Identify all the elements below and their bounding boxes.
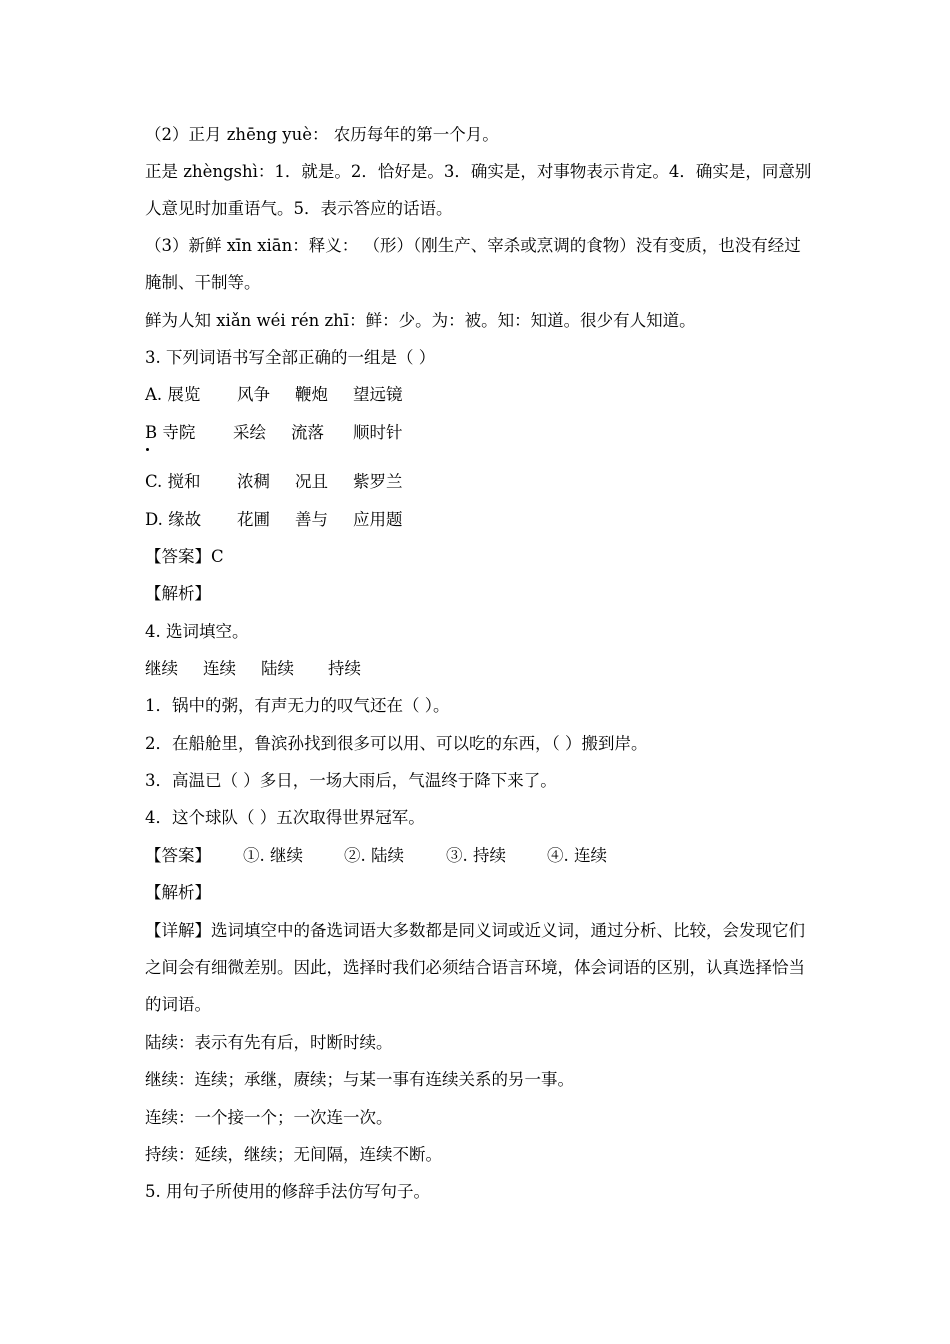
option-word: 风争 [237,385,270,404]
sentence-3: 3．高温已（ ）多日，一场大雨后，气温终于降下来了。 [145,771,557,790]
definition-line: 继续：连续；承继，赓续；与某一事有连续关系的另一事。 [145,1070,574,1089]
option-word: 应用题 [353,510,403,529]
option-d [145,509,403,531]
option-c-label: C. 搅和 [145,472,201,491]
option-d-label: D. 缘故 [145,510,202,529]
answer-label: 【答案】 [145,846,211,865]
text-line: 正是 zhèngshì：1．就是。2．恰好是。3．确实是，对事物表示肯定。4．确实是，同意别 [145,162,812,181]
detail-line: 【详解】选词填空中的备选词语大多数都是同义词或近义词，通过分析、比较，会发现它们 [145,921,805,940]
sentence-4: 4．这个球队（ ）五次取得世界冠军。 [145,808,425,827]
option-word: 望远镜 [353,385,403,404]
word-choices [145,658,361,680]
word-choice: 陆续 [261,659,294,678]
option-word: 采绘 [233,423,266,442]
word-choice: 持续 [328,659,361,678]
answer-item: ④. 连续 [547,846,607,865]
question-4-title: 4. 选词填空。 [145,622,249,641]
definition-line: 持续：延续，继续；无间隔，连续不断。 [145,1145,442,1164]
option-word: 紫罗兰 [353,472,403,491]
answer-item: ③. 持续 [446,846,506,865]
option-word: 浓稠 [237,472,270,491]
definition-line: 连续：一个接一个；一次连一次。 [145,1108,393,1127]
option-b-label: B 寺院 [145,423,196,442]
answer-item: ①. 继续 [243,846,303,865]
word-choice: 连续 [203,659,236,678]
dot-mark [146,448,149,451]
q3-analysis: 【解析】 [145,584,211,603]
sentence-1: 1．锅中的粥，有声无力的叹气还在（ ）。 [145,696,450,715]
text-line: 腌制、干制等。 [145,273,261,292]
option-a [145,384,403,406]
option-word: 善与 [295,510,328,529]
sentence-2: 2．在船舱里，鲁滨孙找到很多可以用、可以吃的东西，（ ）搬到岸。 [145,734,648,753]
option-word: 流落 [291,423,324,442]
option-word: 鞭炮 [295,385,328,404]
q4-answer [145,845,607,867]
option-c [145,471,403,493]
question-3-title: 3. 下列词语书写全部正确的一组是（ ） [145,348,436,367]
option-word: 况且 [295,472,328,491]
q4-analysis: 【解析】 [145,883,211,902]
answer-item: ②. 陆续 [344,846,404,865]
detail-line: 之间会有细微差别。因此，选择时我们必须结合语言环境，体会词语的区别，认真选择恰当 [145,958,805,977]
definition-line: 陆续：表示有先有后，时断时续。 [145,1033,393,1052]
text-line: 人意见时加重语气。5．表示答应的话语。 [145,199,453,218]
text-line: 鲜为人知 xiǎn wéi rén zhī：鲜：少。为：被。知：知道。很少有人知道。 [145,311,696,330]
option-word: 顺时针 [353,423,403,442]
option-b [145,422,403,444]
option-a-label: A. 展览 [145,385,201,404]
text-line: （2）正月 zhēng yuè： 农历每年的第一个月。 [145,125,499,144]
word-choice: 继续 [145,659,178,678]
option-word: 花圃 [237,510,270,529]
detail-line: 的词语。 [145,995,211,1014]
question-5-title: 5. 用句子所使用的修辞手法仿写句子。 [145,1182,430,1201]
q3-answer: 【答案】C [145,547,224,566]
text-line: （3）新鲜 xīn xiān：释义： （形）（刚生产、宰杀或烹调的食物）没有变质，也没有经过 [145,236,801,255]
